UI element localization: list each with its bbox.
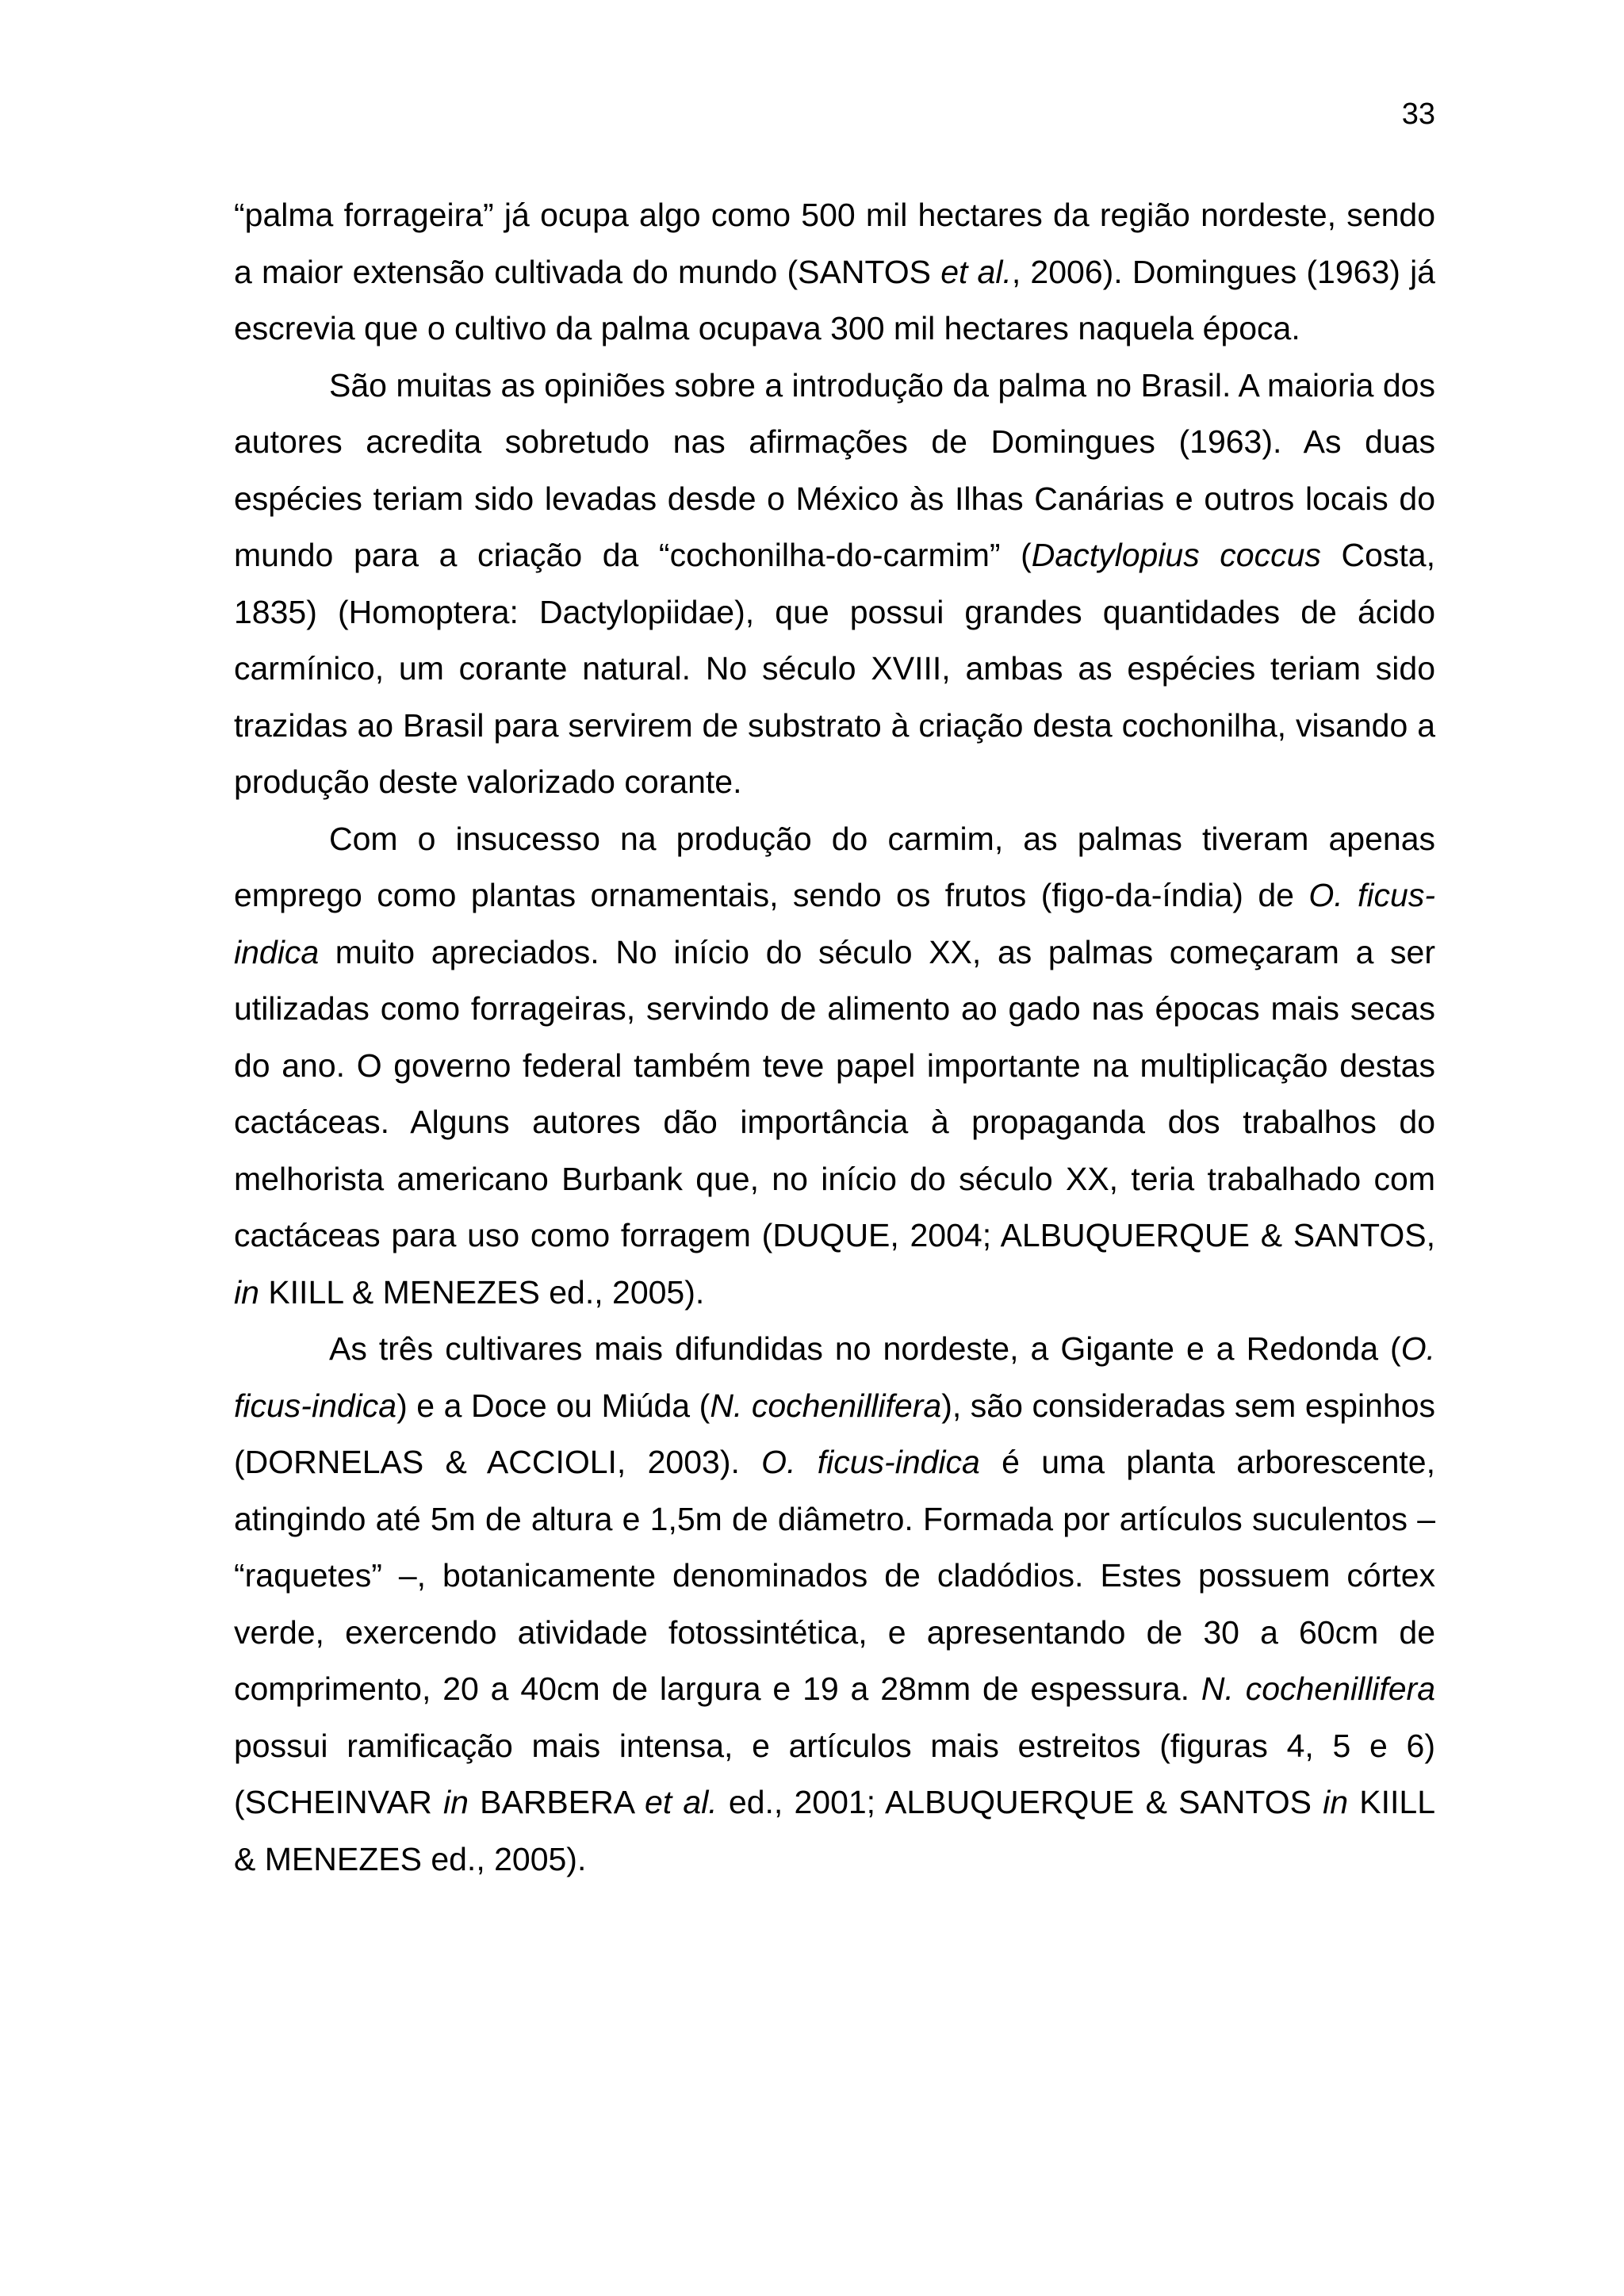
italic-text-segment: Dactylopius coccus xyxy=(1031,537,1321,573)
text-segment: possui ramificação mais intensa, e artículos mais estreitos (figuras 4, 5 e 6) (SCHEINVAR xyxy=(234,1727,1435,1820)
paragraph-3 xyxy=(234,811,1435,1322)
paragraph-2 xyxy=(234,358,1435,811)
italic-text-segment: in xyxy=(1323,1784,1349,1820)
italic-text-segment: O. ficus-indica xyxy=(761,1444,980,1480)
paragraph-4 xyxy=(234,1321,1435,1888)
italic-text-segment: N. cochenillifera xyxy=(710,1387,942,1424)
text-segment: São muitas as opiniões sobre a introdução da palma no Brasil. A maioria dos autores acredita sobretudo nas afirmações de Domingues (1963). As duas espécies teriam sido levadas desde o México às Ilhas Canárias e outros locais do mundo para a criação da “cochonilha-do-carmim” ( xyxy=(234,366,1435,573)
italic-text-segment: in xyxy=(234,1273,259,1311)
body-text xyxy=(234,187,1435,1888)
text-segment: KIILL & MENEZES ed., 2005). xyxy=(259,1273,705,1311)
text-segment: Costa, 1835) (Homoptera: Dactylopiidae), que possui grandes quantidades de ácido carmínico, um corante natural. No século XVIII, ambas as espécies teriam sido trazidas ao Brasil para servirem de substrato à criação desta cochonilha, visando a produção deste valorizado corante. xyxy=(234,537,1435,800)
text-segment: ) e a Doce ou Miúda ( xyxy=(396,1387,710,1424)
italic-text-segment: in xyxy=(443,1784,469,1820)
text-segment: é uma planta arborescente, atingindo até 5m de altura e 1,5m de diâmetro. Formada por artículos suculentos – “raquetes” –, botanicamente denominados de cladódios. Estes possuem córtex verde, exercendo atividade fotossintética, e apresentando de 30 a 60cm de comprimento, 20 a 40cm de largura e 19 a 28mm de espessura. xyxy=(234,1444,1435,1707)
text-segment: As três cultivares mais difundidas no nordeste, a Gigante e a Redonda ( xyxy=(329,1330,1401,1367)
text-segment: Com o insucesso na produção do carmim, as palmas tiveram apenas emprego como plantas ornamentais, sendo os frutos (figo-da-índia) de xyxy=(234,820,1435,913)
paragraph-1 xyxy=(234,187,1435,358)
page-number: 33 xyxy=(1401,98,1435,131)
text-segment: ed., 2001; ALBUQUERQUE & SANTOS xyxy=(717,1784,1323,1820)
text-segment: BARBERA xyxy=(468,1784,645,1820)
text-segment: “palma forrageira” já ocupa algo como 500 mil hectares da região nordeste, sendo a maior extensão cultivada do mundo (SANTOS xyxy=(234,197,1435,290)
italic-text-segment: et al. xyxy=(940,253,1012,290)
italic-text-segment: O. ficus-indica xyxy=(234,877,1435,970)
text-segment: , 2006). Domingues (1963) já escrevia que o cultivo da palma ocupava 300 mil hectares naquela época. xyxy=(234,253,1435,346)
text-segment: ), são consideradas sem espinhos (DORNELAS & ACCIOLI, 2003). xyxy=(234,1387,1436,1480)
italic-text-segment: O. ficus-indica xyxy=(234,1330,1435,1424)
text-segment: muito apreciados. No início do século XX, as palmas começaram a ser utilizadas como forrageiras, servindo de alimento ao gado nas épocas mais secas do ano. O governo federal também teve papel importante na multiplicação destas cactáceas. Alguns autores dão importância à propaganda dos trabalhos do melhorista americano Burbank que, no início do século XX, teria trabalhado com cactáceas para uso como forragem (DUQUE, 2004; ALBUQUERQUE & SANTOS, xyxy=(234,933,1435,1253)
italic-text-segment: et al. xyxy=(645,1784,718,1820)
text-segment: KIILL & MENEZES ed., 2005). xyxy=(234,1784,1435,1877)
italic-text-segment: N. cochenillifera xyxy=(1201,1670,1435,1707)
